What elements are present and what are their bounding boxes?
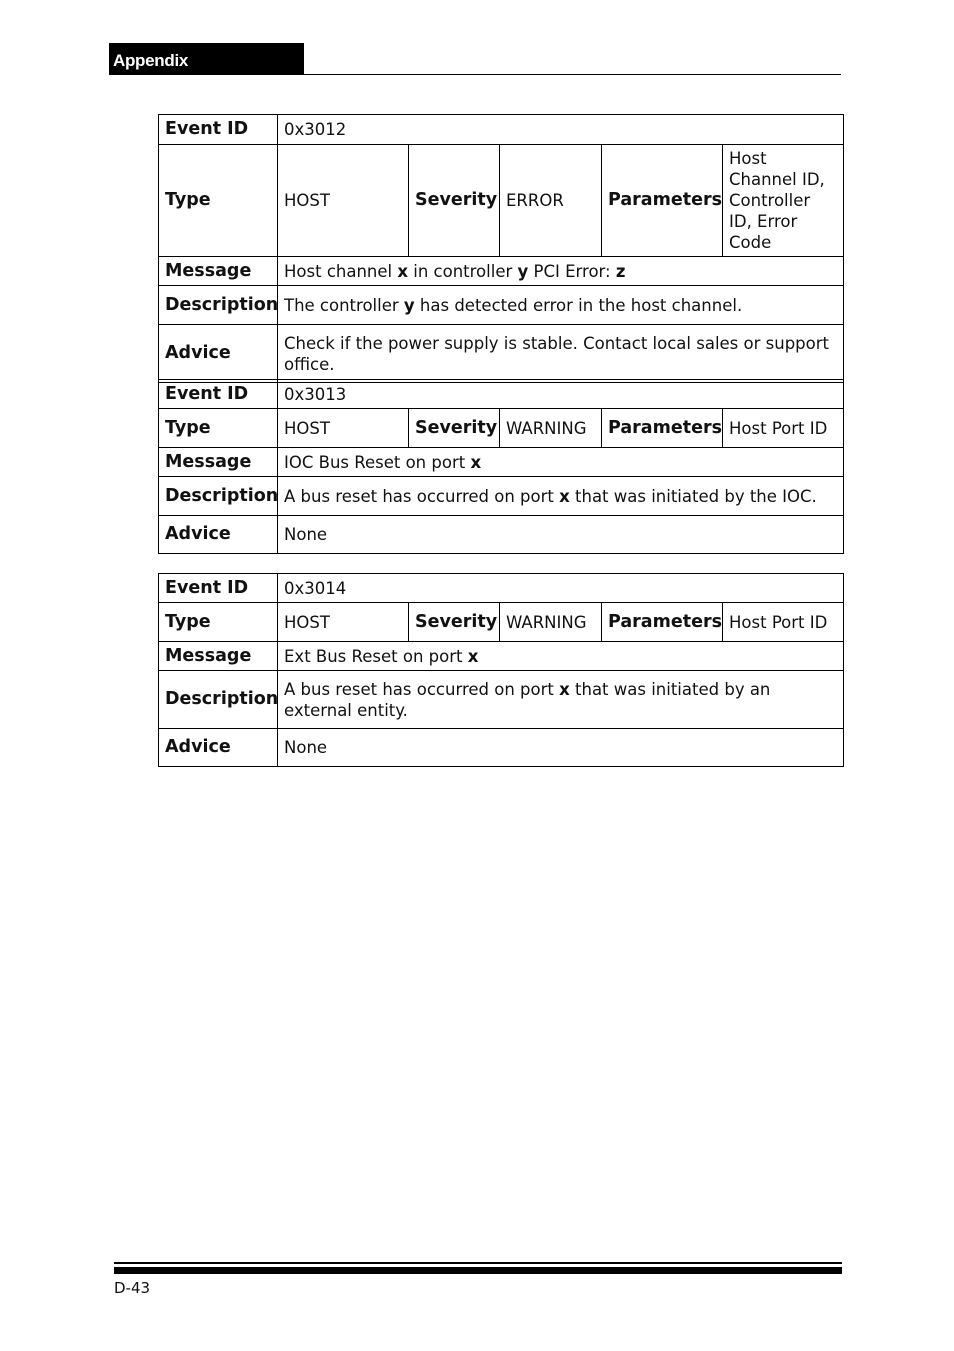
message-value: Ext Bus Reset on port x [278, 642, 844, 671]
event-id-label: Event ID [159, 574, 278, 603]
severity-value: WARNING [500, 409, 602, 448]
type-label: Type [159, 603, 278, 642]
advice-value: None [278, 516, 844, 554]
advice-label: Advice [159, 516, 278, 554]
message-label: Message [159, 642, 278, 671]
description-label: Description [159, 286, 278, 325]
header-rule [109, 74, 841, 75]
event-id-value: 0x3013 [278, 380, 844, 409]
section-header-tab [109, 43, 304, 75]
advice-value: None [278, 729, 844, 767]
event-id-label: Event ID [159, 115, 278, 145]
page-number: D-43 [114, 1279, 151, 1297]
message-label: Message [159, 257, 278, 286]
advice-label: Advice [159, 729, 278, 767]
advice-value: Check if the power supply is stable. Contact local sales or support office. [278, 325, 844, 383]
event-id-value: 0x3012 [278, 115, 844, 145]
event-id-value: 0x3014 [278, 574, 844, 603]
event-table-0x3013 [158, 379, 844, 554]
event-table-0x3014 [158, 573, 844, 767]
severity-value: ERROR [500, 145, 602, 257]
severity-label: Severity [409, 603, 500, 642]
severity-value: WARNING [500, 603, 602, 642]
description-label: Description [159, 477, 278, 516]
type-value: HOST [278, 603, 409, 642]
parameters-label: Parameters [602, 409, 723, 448]
description-value: A bus reset has occurred on port x that was initiated by an external entity. [278, 671, 844, 729]
parameters-value: Host Channel ID, Controller ID, Error Code [723, 145, 844, 257]
type-value: HOST [278, 409, 409, 448]
section-title: Appendix [113, 51, 189, 70]
severity-label: Severity [409, 409, 500, 448]
footer-rule-thick [114, 1267, 842, 1274]
severity-label: Severity [409, 145, 500, 257]
message-value: IOC Bus Reset on port x [278, 448, 844, 477]
type-label: Type [159, 409, 278, 448]
event-id-label: Event ID [159, 380, 278, 409]
advice-label: Advice [159, 325, 278, 383]
footer-rule-thin [114, 1262, 842, 1264]
description-value: A bus reset has occurred on port x that was initiated by the IOC. [278, 477, 844, 516]
parameters-value: Host Port ID [723, 409, 844, 448]
parameters-label: Parameters [602, 603, 723, 642]
parameters-value: Host Port ID [723, 603, 844, 642]
message-label: Message [159, 448, 278, 477]
type-value: HOST [278, 145, 409, 257]
event-table-0x3012 [158, 114, 844, 383]
description-label: Description [159, 671, 278, 729]
parameters-label: Parameters [602, 145, 723, 257]
message-value: Host channel x in controller y PCI Error: z [278, 257, 844, 286]
type-label: Type [159, 145, 278, 257]
description-value: The controller y has detected error in the host channel. [278, 286, 844, 325]
